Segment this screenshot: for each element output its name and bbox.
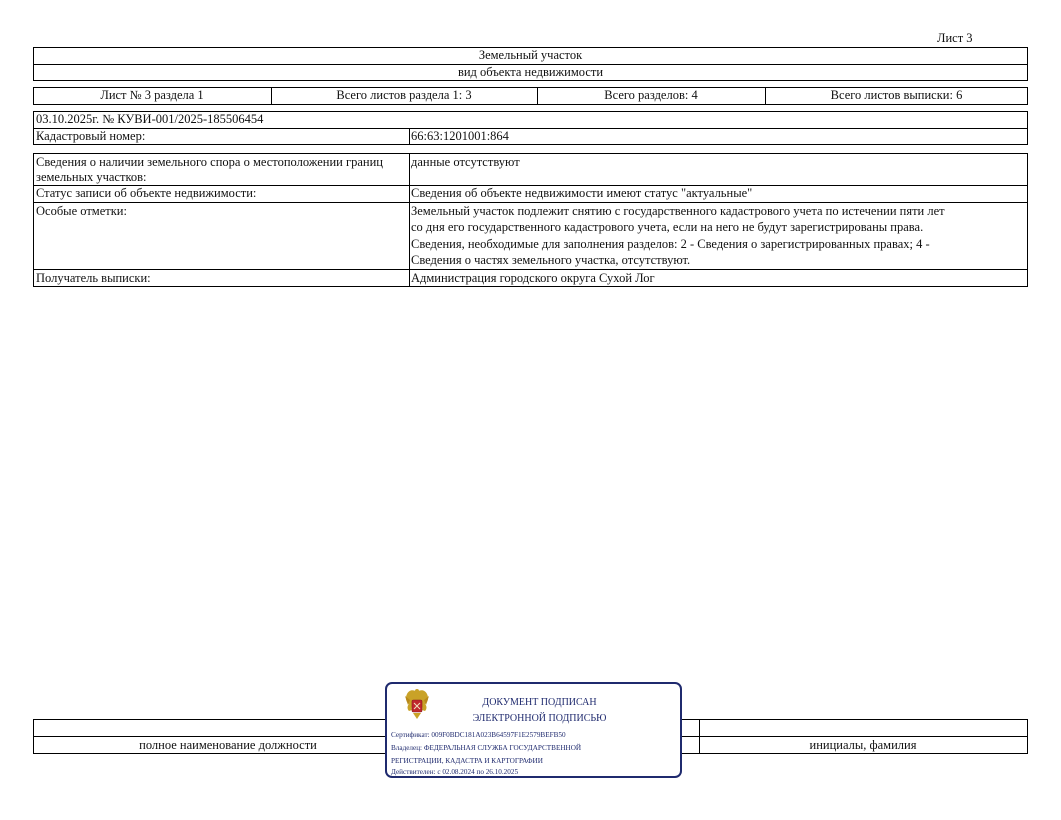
total-sections: Всего разделов: 4 (604, 88, 698, 102)
name-caption: инициалы, фамилия (809, 738, 917, 752)
cadastral-number-value: 66:63:1201001:864 (411, 129, 509, 143)
total-sheets-extract: Всего листов выписки: 6 (830, 88, 963, 102)
special-notes-line: Сведения, необходимые для заполнения разделов: 2 - Сведения о зарегистрированных правах; 4 - (411, 236, 930, 251)
stamp-certificate: Сертификат: 009F0BDC181A023B64597F1E2579BEFB50 (391, 731, 566, 739)
sheet-of-section: Лист № 3 раздела 1 (100, 88, 204, 102)
land-dispute-value: данные отсутствуют (411, 155, 520, 169)
stamp-owner-line2: РЕГИСТРАЦИИ, КАДАСТРА И КАРТОГРАФИИ (391, 757, 543, 765)
stamp-owner-line1: Владелец: ФЕДЕРАЛЬНАЯ СЛУЖБА ГОСУДАРСТВЕННОЙ (391, 744, 582, 752)
total-sheets-section: Всего листов раздела 1: 3 (336, 88, 472, 102)
sheet-label: Лист 3 (937, 31, 973, 45)
stamp-validity: Действителен: с 02.08.2024 по 26.10.2025 (391, 768, 519, 776)
recipient-label: Получатель выписки: (36, 271, 151, 285)
land-dispute-label: Сведения о наличии земельного спора о местоположении границ земельных участков: (36, 155, 383, 184)
stamp-title-line2: ЭЛЕКТРОННОЙ ПОДПИСЬЮ (472, 713, 607, 724)
special-notes-label: Особые отметки: (36, 204, 127, 218)
special-notes-line: Земельный участок подлежит снятию с государственного кадастрового учета по истечении пяти лет (411, 204, 945, 218)
stamp-title-line1: ДОКУМЕНТ ПОДПИСАН (482, 697, 597, 708)
special-notes-line: со дня его государственного кадастрового учета, если на него не будут зарегистрированы права. (411, 220, 924, 234)
special-notes-line: Сведения о частях земельного участка, отсутствуют. (411, 253, 691, 267)
record-status-label: Статус записи об объекте недвижимости: (36, 186, 257, 200)
object-type: Земельный участок (478, 48, 583, 62)
electronic-signature-stamp (385, 682, 682, 778)
cadastral-number-label: Кадастровый номер: (36, 129, 146, 143)
position-caption: полное наименование должности (139, 738, 317, 752)
recipient-value: Администрация городского округа Сухой Лог (411, 271, 655, 285)
object-type-caption: вид объекта недвижимости (457, 65, 604, 79)
special-notes-value (411, 204, 945, 269)
record-status-value: Сведения об объекте недвижимости имеют статус "актуальные" (411, 186, 753, 200)
document-reference: 03.10.2025г. № КУВИ-001/2025-185506454 (36, 112, 264, 126)
